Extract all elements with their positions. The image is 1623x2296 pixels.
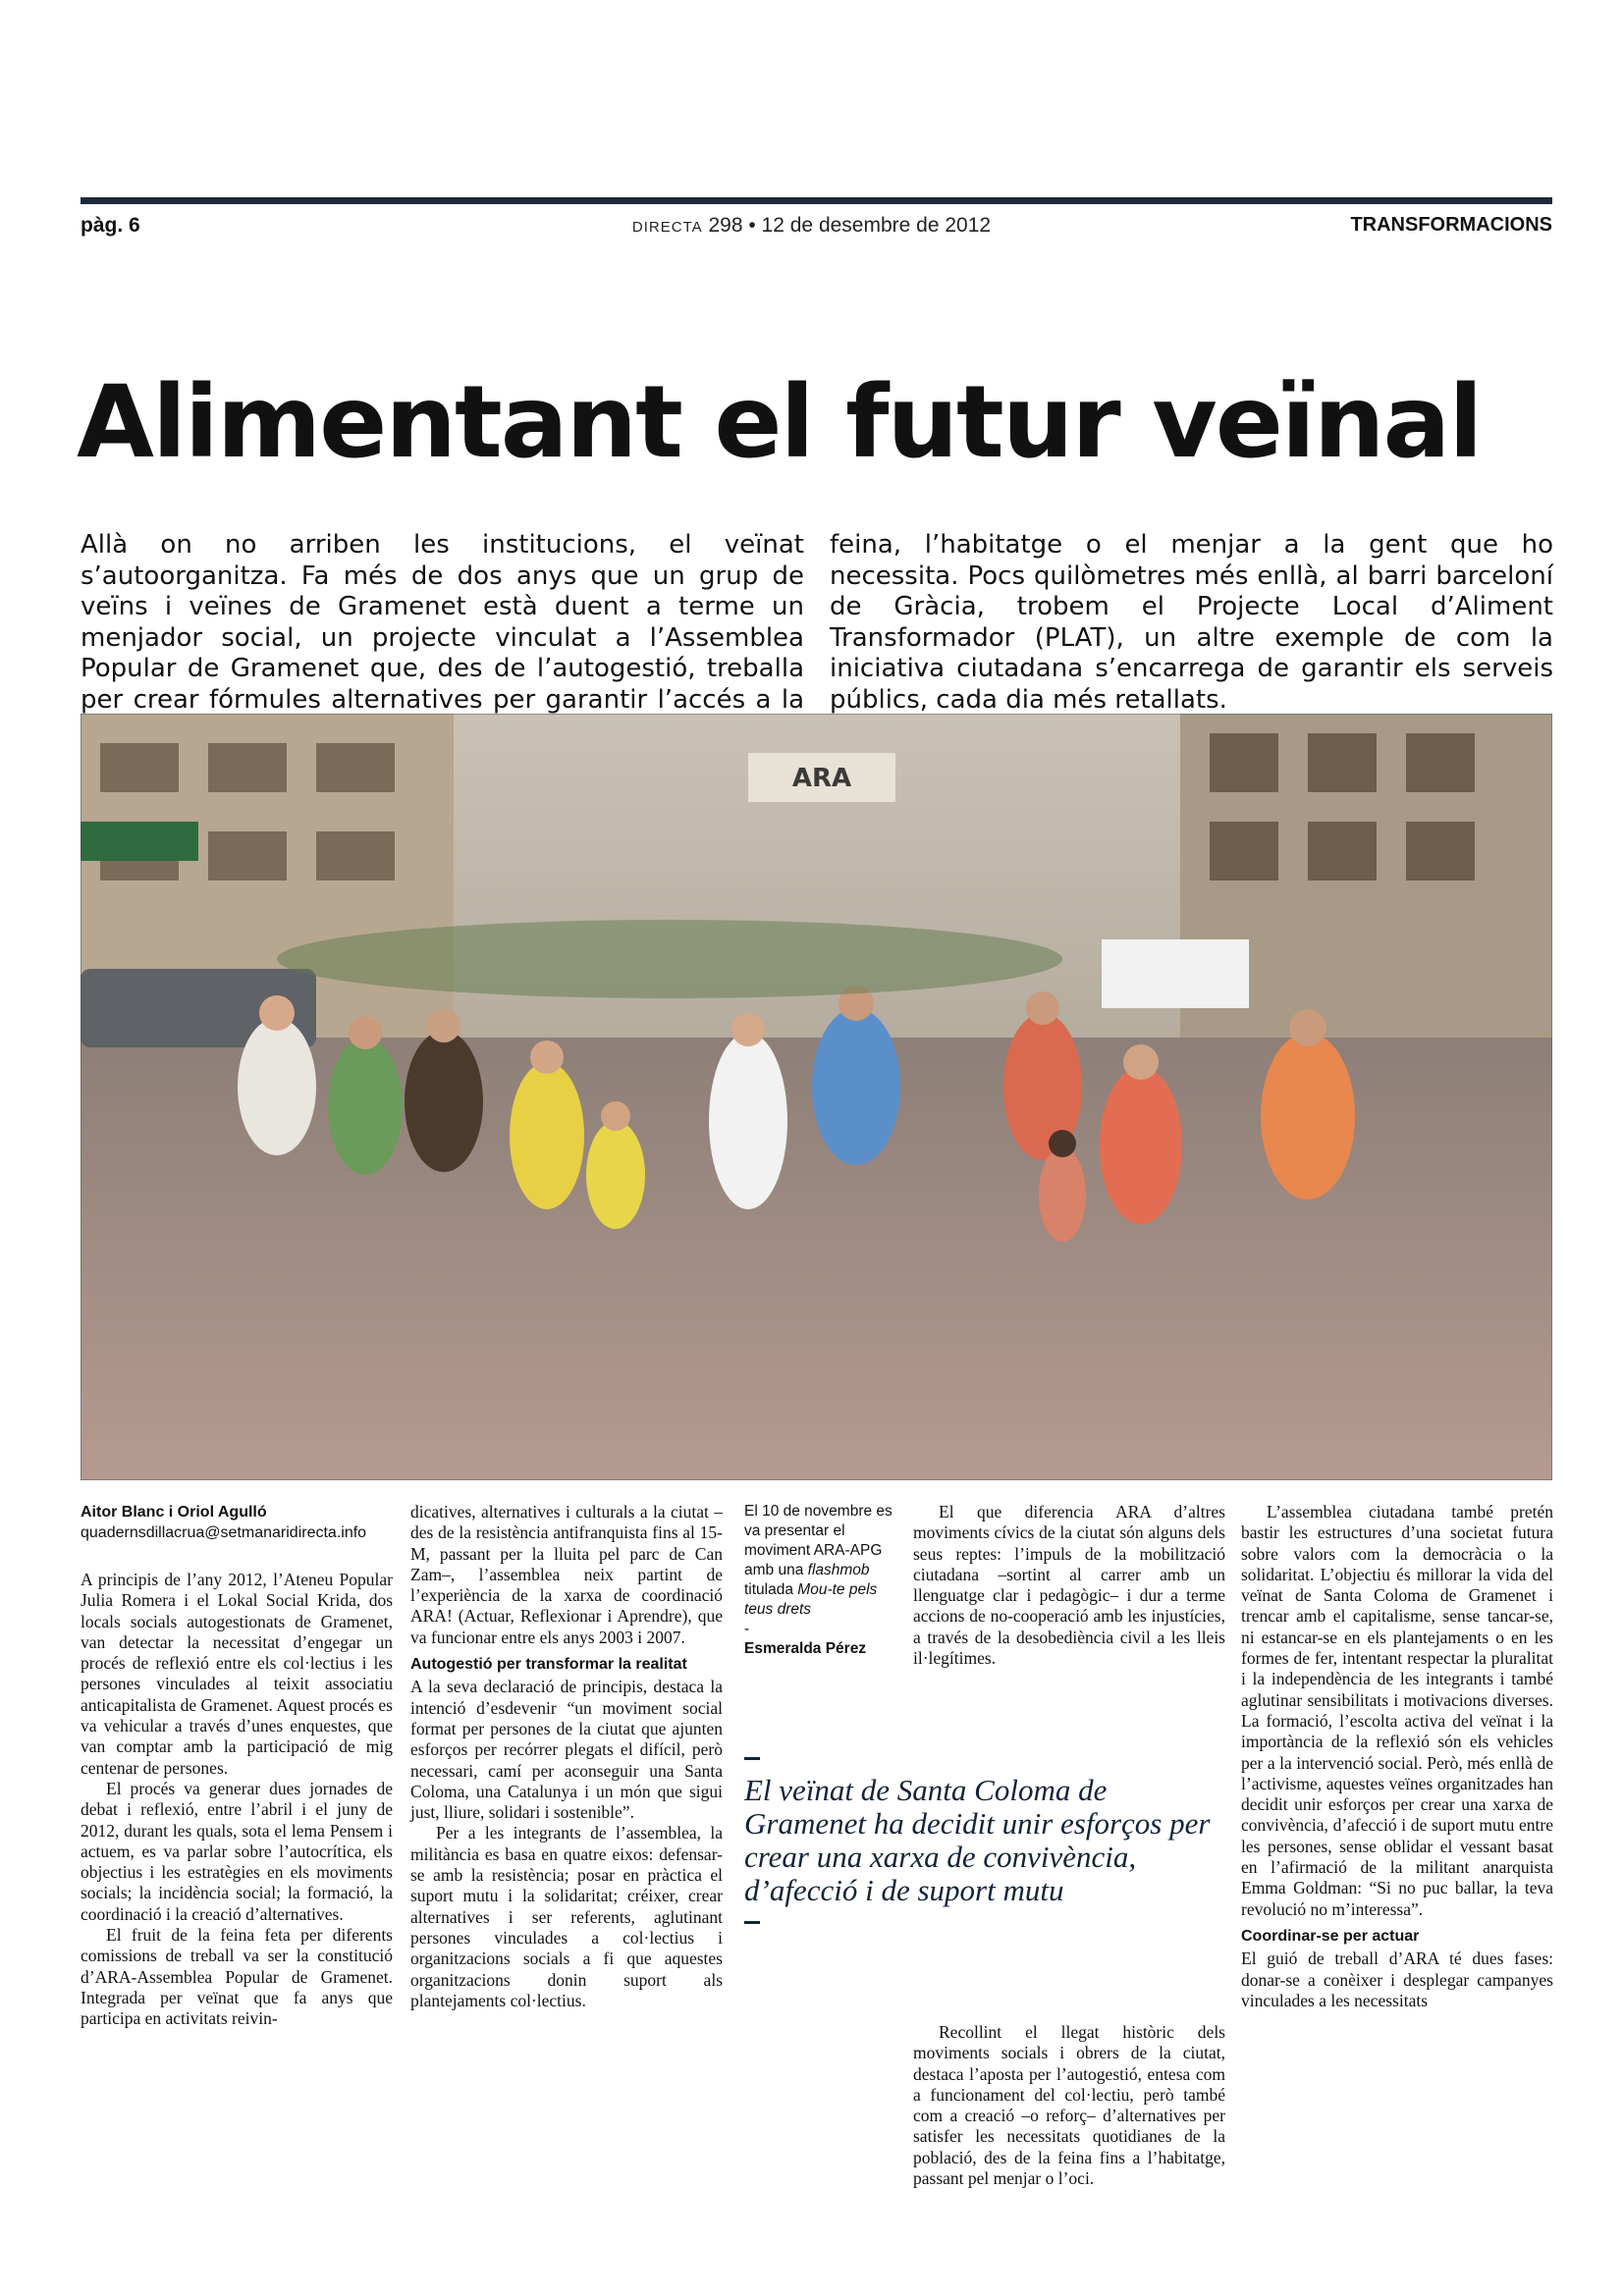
author-names: Aitor Blanc i Oriol Agulló (81, 1504, 267, 1521)
banner-text: ARA (791, 764, 852, 793)
caption-emphasis: flashmob (807, 1562, 870, 1578)
paragraph: A la seva declaració de principis, destaca la intenció d’esdevenir “un moviment social format per persones de la ciutat que ajunten esforços per recórrer plegats el difícil, però necessari, camí per aconseguir una Santa Coloma, una Catalunya i un món que sigui just, lliure, solidari i sostenible”. (410, 1677, 723, 1823)
paragraph: L’assemblea ciutadana també pretén bastir les estructures d’una societat futura sobre valors com la democràcia o la solidaritat. L’objectiu és millorar la vida del veïnat de Santa Coloma de Gramenet i trencar amb el capitalisme, sense tancar-se, ni estancar-se en els plantejaments o en les formes de fer, intentant respectar la pluralitat i la independència de les integrants i també aglutinar sensibilitats i motivacions diverses. La formació, l’escolta activa del veïnat i la importància de la reflexió són els vehicles per a la intervenció social. Però, més enllà de l’activisme, aquestes veïnes organitzades han decidit unir esforços per crear una xarxa de convivència, d’afecció i de suport mutu entre les persones, sense oblidar el vessant basat en l’afirmació de la militant anarquista Emma Goldman: “Si no puc ballar, la teva revolució no m’interessa”. (1241, 1502, 1553, 1919)
caption-separator: - (744, 1621, 750, 1637)
pull-quote-rule (744, 1757, 760, 1760)
author-email[interactable]: quadernsdillacrua@setmanaridirecta.info (81, 1524, 367, 1541)
photo-credit: Esmeralda Pérez (744, 1640, 867, 1657)
subheading: Coordinar-se per actuar (1241, 1927, 1420, 1945)
paragraph: dicatives, alternatives i culturals a la ciutat –des de la resistència antifranquista fins al 15-M, passant per la lluita pel parc de Can Zam–, l’assemblea neix partint de l’experiència de la xarxa de coordinació ARA! (Actuar, Reflexionar i Aprendre), que va funcionar entre els anys 2003 i 2007. (410, 1502, 723, 1647)
pull-quote (744, 1757, 1225, 1924)
paragraph: El que diferencia ARA d’altres moviments cívics de la ciutat són alguns dels seus reptes: l’impuls de la mobilització ciutadana –sortint al carrer amb un llenguatge clar i pedagògic– i dur a terme accions de no-cooperació amb les injustícies, a través de la desobediència civil a les lleis il·legítimes. (913, 1502, 1225, 1669)
headline: Alimentant el futur veïnal (77, 364, 1482, 481)
paragraph: El procés va generar dues jornades de debat i reflexió, entre l’abril i el juny de 2012, durant les quals, sota el lema Pensem i actuem, es va parlar sobre l’autocrítica, els objectius i les estratègies en els moviments socials; la incidència social; la formació, la coordinació i la creació d’alternatives. (81, 1778, 393, 1924)
section-name: TRANSFORMACIONS (1350, 214, 1552, 236)
paragraph: Per a les integrants de l’assemblea, la militància es basa en quatre eixos: defensar-se amb la resistència; posar en pràctica el suport mutu i la solidaritat; créixer, crear alternatives i ser referents, aglutinant persones vinculades a col·lectius i organitzacions socials a fi que aquestes organitzacions donin suport als plantejaments col·lectius. (410, 1823, 723, 2010)
paragraph: El fruit de la feina feta per diferents comissions de treball va ser la constitució d’ARA-Assemblea Popular de Gramenet. Integrada per veïnat que fa anys que participa en activitats reivin- (81, 1925, 393, 2029)
article-column-1 (81, 1570, 393, 2030)
caption-text: titulada (744, 1581, 793, 1598)
caption-text: El 10 de novembre es va presentar el moviment ARA-APG amb una (744, 1503, 893, 1578)
pull-quote-text: El veïnat de Santa Coloma de Gramenet ha decidit unir esforços per crear una xarxa de convivència, d’afecció i de suport mutu (744, 1773, 1211, 1907)
caption-title: Mou-te pels teus drets (744, 1581, 878, 1618)
page-number: pàg. 6 (81, 214, 140, 237)
byline (81, 1502, 395, 1543)
article-column-4 (913, 1502, 1225, 1669)
subheading: Autogestió per transformar la realitat (410, 1656, 687, 1674)
lead-paragraph: Allà on no arriben les institucions, el veïnat s’autoorganitza. Fa més de dos anys que un grup de veïns i veïnes de Gramenet està duent a terme un menjador social, un projecte vinculat a l’Assemblea Popular de Gramenet que, des de l’autogestió, treballa per crear fórmules alternatives per garantir l’accés a la feina, l’habitatge o el menjar a la gent que ho necessita. Pocs quilòmetres més enllà, al barri barceloní de Gràcia, trobem el Projecte Local d’Aliment Transformador (PLAT), un altre exemple de com la iniciativa ciutadana s’encarrega de garantir els serveis públics, cada dia més retallats. (81, 530, 1553, 715)
article-column-2 (410, 1502, 723, 2011)
paragraph: El guió de treball d’ARA té dues fases: donar-se a conèixer i desplegar campanyes vinculades a les necessitats (1241, 1949, 1553, 2010)
article-column-5 (1241, 1502, 1553, 2011)
publication-name: DIRECTA (631, 219, 703, 236)
main-photo (81, 714, 1552, 1480)
header-rule (81, 197, 1552, 204)
photo-caption (744, 1502, 901, 1659)
paragraph: A principis de l’any 2012, l’Ateneu Popular Julia Romera i el Lokal Social Krida, dos locals socials autogestionats de Gramenet, van detectar la necessitat d’engegar un procés de reflexió entre els col·lectius i les persones vinculades al teixit associatiu anticapitalista de Gramenet. Aquest procés es va vehicular a través d’unes enquestes, que van comptar amb la participació de mig centenar de persones. (81, 1570, 393, 1778)
photo-illustration (81, 714, 1552, 1480)
pull-quote-rule (744, 1921, 760, 1924)
issue-date: 298 • 12 de desembre de 2012 (708, 214, 992, 237)
paragraph: Recollint el llegat històric dels moviments socials i obrers de la ciutat, destaca l’aposta per l’autogestió, entesa com a funcionament del col·lectiu, però també com a creació –o reforç– d’alternatives per satisfer les necessitats quotidianes de la població, des de la feina fins a l’habitatge, passant pel menjar o l’oci. (913, 2022, 1225, 2189)
article-column-4-lower (913, 2022, 1225, 2189)
